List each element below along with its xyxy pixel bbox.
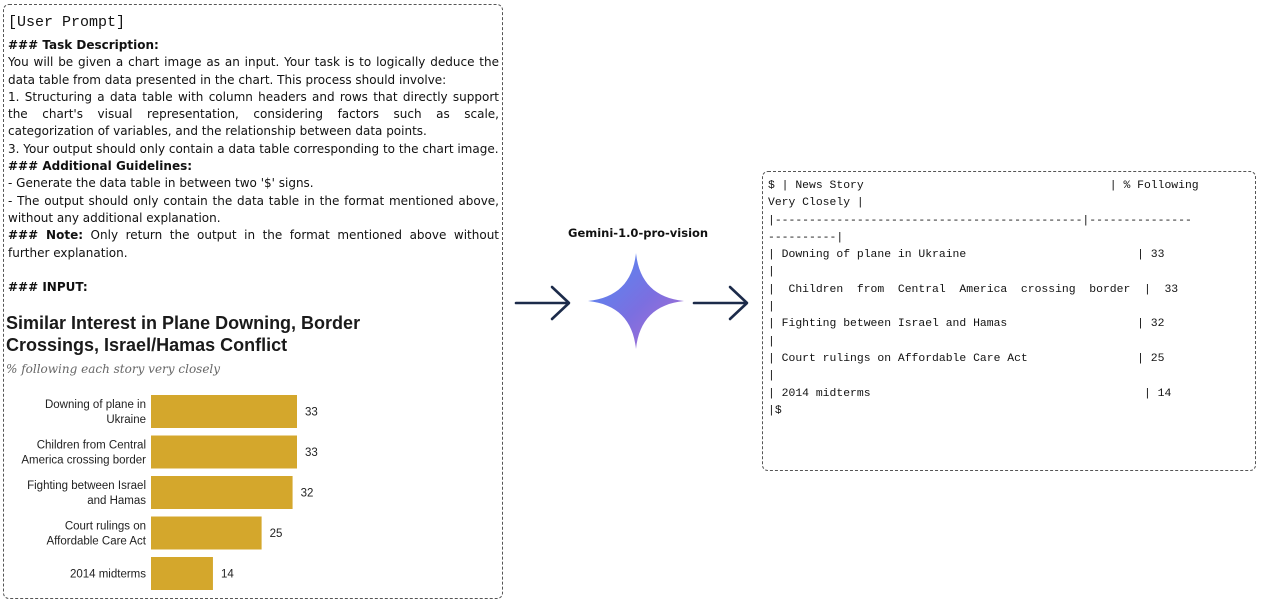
note xyxy=(8,227,499,262)
guideline-1: - Generate the data table in between two '$' signs. xyxy=(8,176,314,191)
category-label: Downing of plane in Ukraine xyxy=(44,399,146,426)
step-1: 1. Structuring a data table with column headers and rows that directly support the chart's visual representation, considering factors such as scale, categorization of variables, and the relationship between data points. xyxy=(8,89,499,139)
gemini-star-icon xyxy=(588,253,684,349)
chart-title: Similar Interest in Plane Downing, Border Crossings, Israel/Hamas Conflict xyxy=(6,313,361,355)
note-heading: ### Note: xyxy=(8,228,84,243)
guidelines-heading: ### Additional Guidelines: xyxy=(8,159,193,174)
task-text: You will be given a chart image as an input. Your task is to logically deduce the data table from data presented in the chart. This process should involve: xyxy=(8,55,499,87)
model-name: Gemini-1.0-pro-vision xyxy=(568,226,709,240)
bar xyxy=(151,476,293,509)
category-label: Fighting between Israel and Hamas xyxy=(27,480,146,507)
bar xyxy=(151,517,262,550)
output-table-text: $ | News Story | % Following Very Closely | |---------------------------------------------|--------------- ----------| | Downing of plane in Ukraine | 33 | | Children from Central America crossing border | 33 | | Fighting between Israel and Hamas | 32 | | Court rulings on Affordable Care Act | 25 | | 2014 midterms | 14 |$ xyxy=(768,180,1199,417)
note-text: Only return the output in the format mentioned above without further explanation. xyxy=(8,228,499,260)
value-label: 14 xyxy=(220,568,234,581)
bar xyxy=(151,436,297,469)
task-heading: ### Task Description: xyxy=(8,38,159,52)
bar xyxy=(151,395,297,428)
arrow-right-icon xyxy=(692,282,752,324)
guideline-2: - The output should only contain the data table in the format mentioned above, without any additional explanation. xyxy=(8,193,499,225)
bar-chart xyxy=(0,390,360,595)
value-label: 32 xyxy=(300,487,314,500)
value-label: 33 xyxy=(305,447,318,459)
category-label: 2014 midterms xyxy=(69,568,146,581)
chart-subtitle: % following each story very closely xyxy=(6,362,221,376)
input-heading: ### INPUT: xyxy=(8,279,88,294)
value-label: 25 xyxy=(269,528,283,540)
category-label: Court rulings on Affordable Care Act xyxy=(46,520,146,548)
prompt-body xyxy=(8,37,499,296)
bar xyxy=(151,557,213,590)
value-label: 33 xyxy=(305,406,318,419)
step-3: 3. Your output should only contain a data table corresponding to the chart image. xyxy=(8,141,499,156)
prompt-title: [User Prompt] xyxy=(8,14,126,31)
category-label: Children from Central America crossing border xyxy=(21,439,146,467)
arrow-right-icon xyxy=(514,282,574,324)
